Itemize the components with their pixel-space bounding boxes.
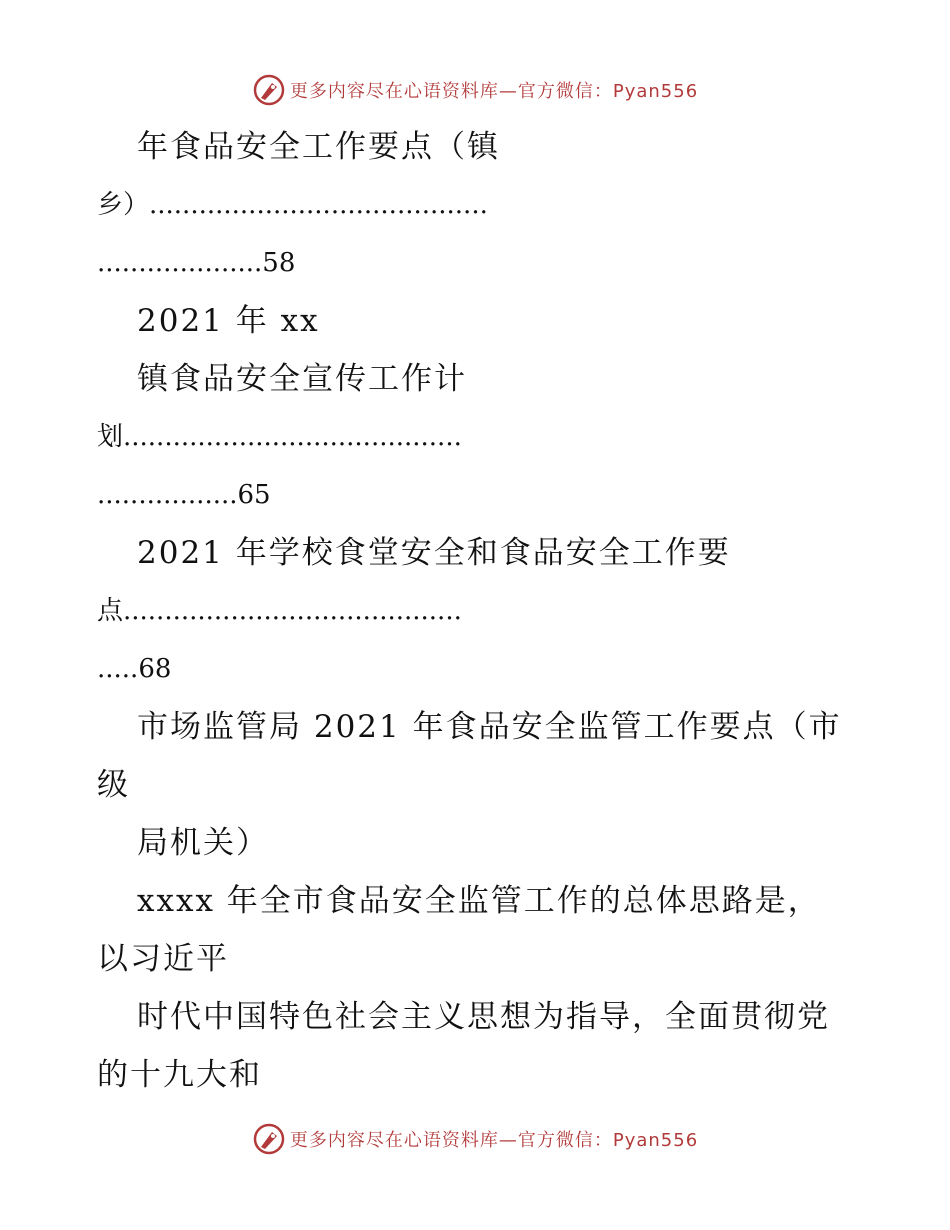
toc-entry-3-line-2: 点......................................... (97, 596, 462, 626)
toc-entry-2-line-2: 划......................................... (97, 422, 462, 452)
toc-entry-1-line-3: ....................58 (97, 248, 296, 278)
toc-entry-1-line-2: 乡）......................................... (97, 190, 488, 220)
watermark-text: 更多内容尽在心语资料库—官方微信：Pyan556 (289, 81, 699, 102)
watermark-text: 更多内容尽在心语资料库—官方微信：Pyan556 (289, 1130, 699, 1151)
section-heading-line-1: 市场监管局 2021 年食品安全监管工作要点（市 (137, 709, 842, 745)
toc-entry-2-line-0: 2021 年 xx (137, 303, 320, 339)
body-text-line-4: 的十九大和 (97, 1057, 262, 1093)
body-text-line-2: 以习近平 (97, 941, 229, 977)
toc-entry-3-line-1: 2021 年学校食堂安全和食品安全工作要 (137, 535, 731, 571)
watermark-banner-bottom (0, 1119, 950, 1159)
body-text-line-3: 时代中国特色社会主义思想为指导，全面贯彻党 (137, 999, 830, 1035)
section-heading-line-2: 级 (97, 767, 130, 803)
toc-entry-3-line-3: .....68 (97, 654, 172, 684)
toc-entry-2-line-3: .................65 (97, 480, 271, 510)
toc-entry-1-line-1: 年食品安全工作要点（镇 (137, 129, 500, 165)
section-heading-line-3: 局机关） (137, 825, 269, 861)
pen-nib-icon (252, 1122, 286, 1156)
toc-entry-2-line-1: 镇食品安全宣传工作计 (137, 361, 467, 397)
body-text-line-1: xxxx 年全市食品安全监管工作的总体思路是， (137, 883, 821, 919)
